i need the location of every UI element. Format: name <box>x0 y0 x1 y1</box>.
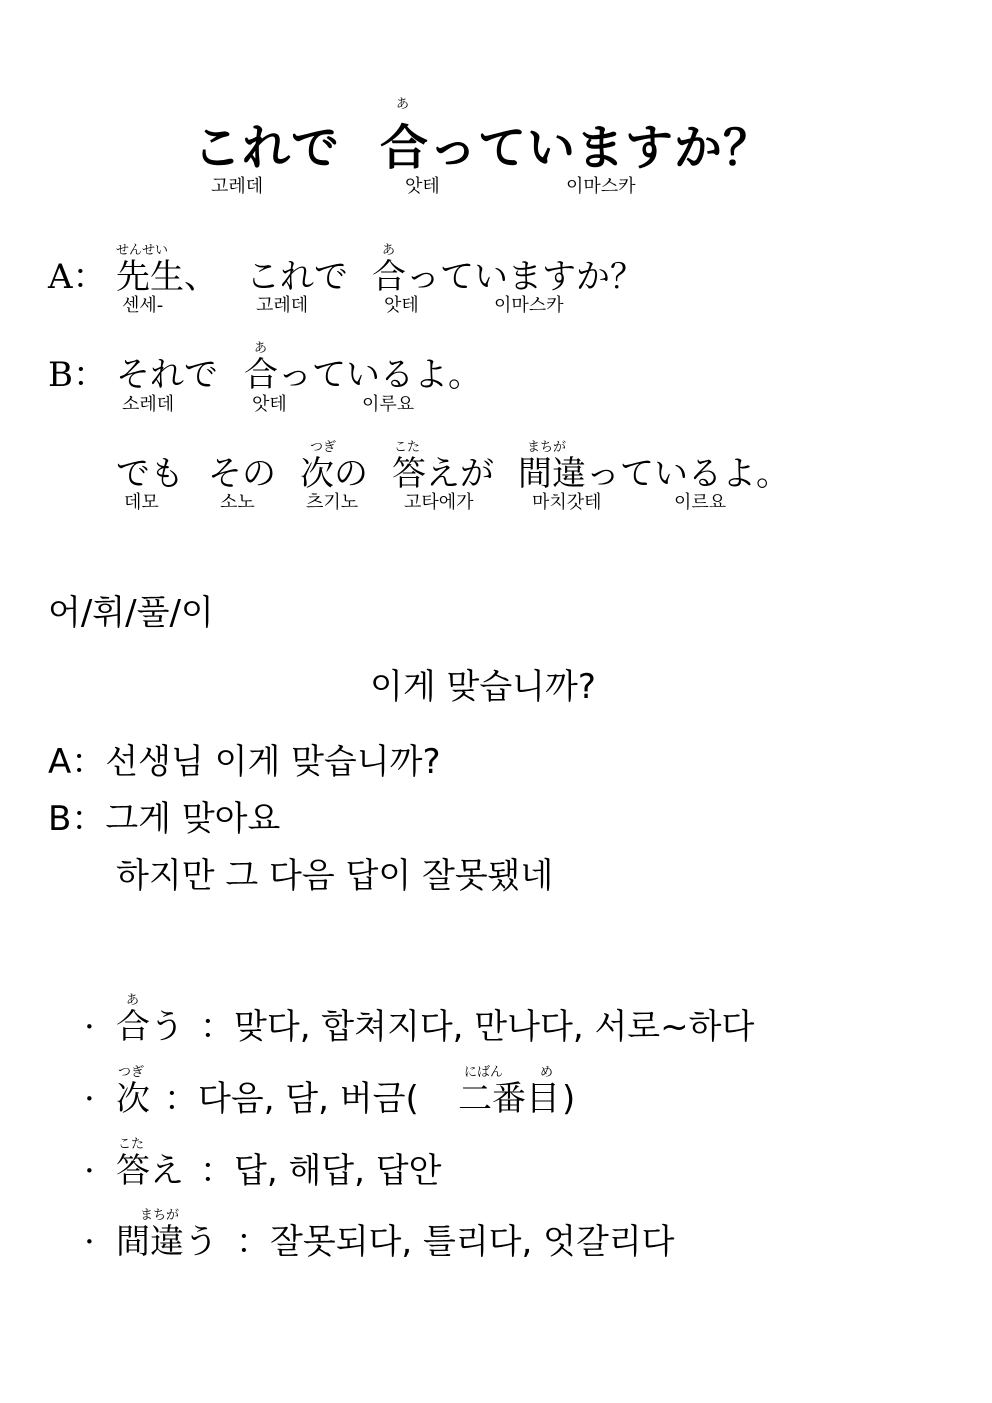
furigana: あ <box>254 341 268 356</box>
translation-title: 이게 맞습니까? <box>370 667 596 707</box>
pronunciation: 이루요 <box>362 394 415 415</box>
vocab-meaning: ：맞다, 합쳐지다, 만나다, 서로~하다 <box>200 1007 755 1047</box>
vocab-meaning: ：다음, 담, 버금( <box>164 1079 419 1119</box>
title-part-1: これで <box>193 120 341 176</box>
bullet: · <box>84 1151 95 1191</box>
furigana: にばん <box>464 1065 504 1080</box>
bullet: · <box>84 1222 95 1262</box>
pronunciation: 마치갓테 <box>532 492 602 513</box>
vocab-meaning: ：답, 해답, 답안 <box>200 1151 442 1191</box>
pronunciation: 앗테 <box>384 295 419 316</box>
pronunciation: 고레데 <box>256 295 309 316</box>
translation-line: 하지만 그 다음 답이 잘못됐네 <box>116 856 554 896</box>
jp-text: でも <box>116 454 184 494</box>
jp-text: 答えが <box>392 454 494 494</box>
jp-text: これで <box>246 257 348 297</box>
jp-text: 間違っているよ。 <box>518 454 790 494</box>
title-furigana: あ <box>396 97 410 112</box>
translation-line: A：선생님 이게 맞습니까? <box>48 742 441 782</box>
vocab-extra: 二番目 <box>458 1079 560 1119</box>
jp-text: 合っているよ。 <box>244 355 482 395</box>
vocab-meaning: ：잘못되다, 틀리다, 엇갈리다 <box>236 1222 675 1262</box>
furigana: まちが <box>140 1208 180 1223</box>
jp-text: それで <box>116 355 218 395</box>
vocab-word: 答え <box>116 1151 184 1191</box>
furigana: こた <box>394 440 421 455</box>
jp-text: 次の <box>300 454 368 494</box>
vocab-heading: 어/휘/풀/이 <box>48 593 214 633</box>
pronunciation: 고타에가 <box>404 492 474 513</box>
furigana: せんせい <box>116 243 169 258</box>
bullet: · <box>84 1007 95 1047</box>
pronunciation: 츠기노 <box>306 492 359 513</box>
translation-line: B：그게 맞아요 <box>48 799 281 839</box>
title-pron: 앗테 <box>405 176 440 197</box>
title-pron: 이마스카 <box>566 176 636 197</box>
furigana: あ <box>126 993 140 1008</box>
speaker-b: B： <box>48 355 107 395</box>
furigana: め <box>540 1065 554 1080</box>
furigana: つぎ <box>118 1065 145 1080</box>
vocab-word: 間違う <box>116 1222 218 1262</box>
bullet: · <box>84 1079 95 1119</box>
furigana: まちが <box>527 440 567 455</box>
furigana: つぎ <box>310 440 337 455</box>
pronunciation: 이마스카 <box>494 295 564 316</box>
pronunciation: 이르요 <box>674 492 727 513</box>
pronunciation: 앗테 <box>252 394 287 415</box>
jp-text: 合っていますか？ <box>372 257 644 297</box>
jp-text: その <box>208 454 276 494</box>
pronunciation: 센세- <box>122 295 164 316</box>
speaker-a: A： <box>48 257 107 297</box>
title-part-2: 合っていますか？ <box>380 120 773 176</box>
vocab-word: 合う <box>116 1007 184 1047</box>
vocab-close: ) <box>562 1079 576 1119</box>
jp-text: 先生、 <box>116 257 218 297</box>
vocab-word: 次 <box>116 1079 150 1119</box>
pronunciation: 소노 <box>220 492 255 513</box>
title-pron: 고레데 <box>211 176 264 197</box>
pronunciation: 소레데 <box>122 394 175 415</box>
pronunciation: 데모 <box>124 492 159 513</box>
furigana: あ <box>382 243 396 258</box>
furigana: こた <box>118 1137 145 1152</box>
